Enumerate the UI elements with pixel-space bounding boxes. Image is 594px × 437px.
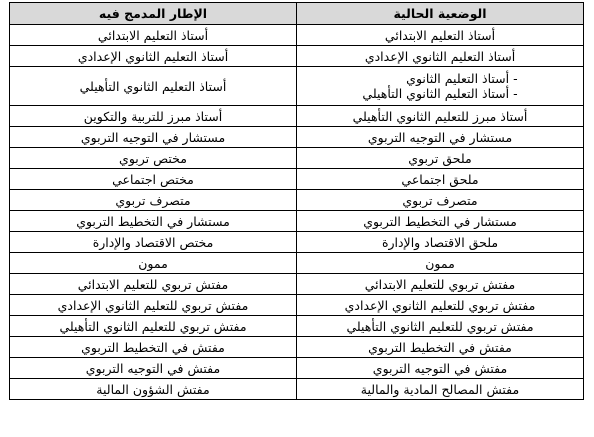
cell-current-status: ملحق الاقتصاد والإدارة xyxy=(297,232,584,253)
table-row xyxy=(10,169,584,190)
cell-current-status: مستشار في التوجيه التربوي xyxy=(297,127,584,148)
cell-current-status: مفتش تربوي للتعليم الابتدائي xyxy=(297,274,584,295)
job-frameworks-table xyxy=(9,2,584,400)
table-row xyxy=(10,316,584,337)
cell-current-status: مفتش تربوي للتعليم الثانوي التأهيلي xyxy=(297,316,584,337)
cell-current-status: أستاذ التعليم الثانوي الإعدادي xyxy=(297,46,584,67)
cell-merged-framework: متصرف تربوي xyxy=(10,190,297,211)
table-row xyxy=(10,25,584,46)
cell-current-status: مفتش في التخطيط التربوي xyxy=(297,337,584,358)
cell-current-status: مفتش تربوي للتعليم الثانوي الإعدادي xyxy=(297,295,584,316)
cell-merged-framework: مفتش تربوي للتعليم الثانوي التأهيلي xyxy=(10,316,297,337)
cell-merged-framework: ممون xyxy=(10,253,297,274)
cell-current-status: ملحق اجتماعي xyxy=(297,169,584,190)
table-row xyxy=(10,379,584,400)
table-row xyxy=(10,274,584,295)
cell-merged-framework: مفتش في التخطيط التربوي xyxy=(10,337,297,358)
cell-current-status: مستشار في التخطيط التربوي xyxy=(297,211,584,232)
cell-current-status: ملحق تربوي xyxy=(297,148,584,169)
table-row xyxy=(10,190,584,211)
cell-merged-framework: مفتش تربوي للتعليم الثانوي الإعدادي xyxy=(10,295,297,316)
cell-merged-framework: أستاذ التعليم الثانوي التأهيلي xyxy=(10,67,297,106)
table-row xyxy=(10,46,584,67)
cell-merged-framework: أستاذ مبرز للتربية والتكوين xyxy=(10,106,297,127)
table-body xyxy=(10,25,584,400)
cell-merged-framework: مختص اجتماعي xyxy=(10,169,297,190)
cell-merged-framework: مستشار في التخطيط التربوي xyxy=(10,211,297,232)
cell-merged-framework: مختص الاقتصاد والإدارة xyxy=(10,232,297,253)
cell-merged-framework: مفتش تربوي للتعليم الابتدائي xyxy=(10,274,297,295)
table-row xyxy=(10,106,584,127)
table-row xyxy=(10,232,584,253)
cell-merged-framework: مفتش الشؤون المالية xyxy=(10,379,297,400)
cell-current-status-line: - أستاذ التعليم الثانوي التأهيلي xyxy=(362,86,518,101)
header-merged-framework: الإطار المدمج فيه xyxy=(10,3,297,25)
cell-merged-framework: مفتش في التوجيه التربوي xyxy=(10,358,297,379)
cell-merged-framework: مختص تربوي xyxy=(10,148,297,169)
cell-current-status: مفتش في التوجيه التربوي xyxy=(297,358,584,379)
cell-merged-framework: مستشار في التوجيه التربوي xyxy=(10,127,297,148)
table-row xyxy=(10,211,584,232)
table-row xyxy=(10,253,584,274)
table-row xyxy=(10,148,584,169)
cell-current-status-line: - أستاذ التعليم الثانوي xyxy=(406,71,518,86)
cell-current-status: ممون xyxy=(297,253,584,274)
table-row xyxy=(10,67,584,106)
cell-current-status: أستاذ التعليم الابتدائي xyxy=(297,25,584,46)
table-row xyxy=(10,358,584,379)
table-header-row xyxy=(10,3,584,25)
table-row xyxy=(10,295,584,316)
cell-current-status: متصرف تربوي xyxy=(297,190,584,211)
table-row xyxy=(10,337,584,358)
cell-merged-framework: أستاذ التعليم الثانوي الإعدادي xyxy=(10,46,297,67)
cell-current-status: أستاذ مبرز للتعليم الثانوي التأهيلي xyxy=(297,106,584,127)
cell-current-status xyxy=(297,67,584,106)
cell-current-status: مفتش المصالح المادية والمالية xyxy=(297,379,584,400)
cell-merged-framework: أستاذ التعليم الابتدائي xyxy=(10,25,297,46)
table-row xyxy=(10,127,584,148)
header-current-status: الوضعية الحالية xyxy=(297,3,584,25)
